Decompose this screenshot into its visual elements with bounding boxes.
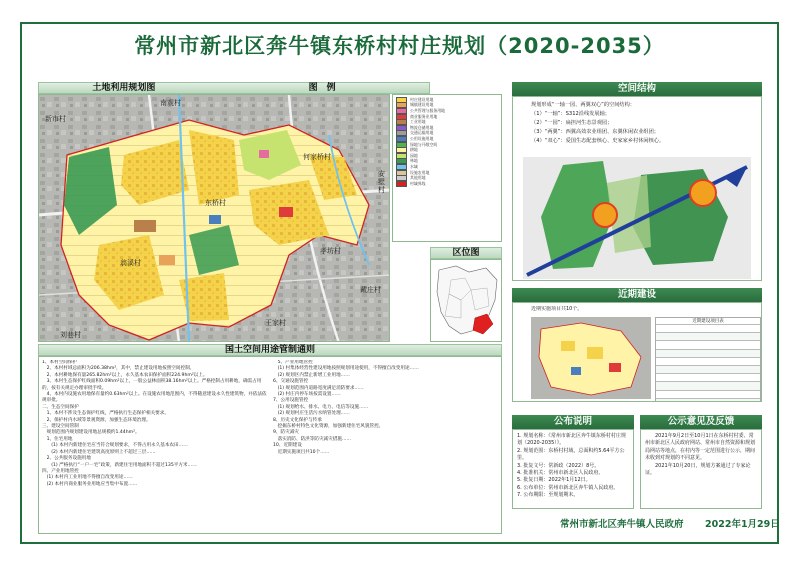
label-wangqiao: 王家村 bbox=[265, 319, 286, 327]
structure-item-1: （1）“一轴”：S312沿线发展轴； bbox=[531, 111, 610, 117]
opinion-header bbox=[640, 415, 762, 429]
control-rules-text-left: 1、本村空间保护 2、本村村域总面积为206.38hm²，其中，禁止建设用地按照空间控制。 2、本村耕地保有量265.82hm²以上，永久基本农田保护面积224.9hm²以上。 3、本村生态保护红线面积0.09hm²以上，一般公益林面积38.16hm²以上。严格控制占用耕地，确需占用的，按有关规定办理审批手续。 4、本村内设施农用地保有量约0.63hm²以上。在设施农用地范围内，不得随意建设永久性建筑物，并依法依规审批。 二、生态空间保护 1、本村不涉及生态保护红线，严格执行生态保护相关要求。 2、保护村内水域等景观资源，加强生态环境治理。 三、建设空间管制 规划范围内规划建设用地总规模约1.44hm²。 1、住宅用地 (1) 本村内新建住宅应当符合规划要求，不得占用永久基本农田…… (2) 本村内新建住宅建筑高度原则上不超过三层…… 2、公共服务设施用地 (1) 严格执行“一户一宅”政策，新建住宅用地面积不超过135平方米…… 四、产业用地管控 (1) 本村内工业用地不得擅自改变用途…… (2) 本村内商业服务业用地应当集中布置…… bbox=[42, 360, 267, 487]
recent-construction-header bbox=[512, 288, 762, 302]
label-xinshi: 新市村 bbox=[45, 115, 66, 123]
location-map-graphic bbox=[431, 260, 502, 342]
table-row bbox=[656, 340, 760, 348]
land-use-map bbox=[38, 94, 390, 342]
legend-label: 园地 bbox=[410, 152, 418, 158]
land-use-map-graphic bbox=[39, 95, 390, 342]
opinion-p2: 2021年10月20日，规划方案通过了专家论证。 bbox=[645, 462, 751, 477]
legend-item bbox=[396, 181, 498, 187]
table-row bbox=[656, 365, 760, 373]
announcement-line: 3. 批复文号：常新政（2022）8号。 bbox=[517, 462, 600, 469]
announcement-text bbox=[517, 433, 629, 500]
legend-label: 设施农用地 bbox=[410, 169, 430, 175]
table-row bbox=[656, 390, 760, 398]
legend-label: 其他用地 bbox=[410, 175, 426, 181]
spatial-structure-header bbox=[512, 82, 762, 96]
footer-date: 2022年1月29日 bbox=[705, 519, 780, 530]
legend-panel bbox=[392, 94, 502, 242]
land-use-map-header bbox=[38, 82, 430, 94]
opinion-title: 公示意见及反馈 bbox=[667, 416, 735, 427]
legend-label: 林地 bbox=[410, 158, 418, 164]
legend-label: 公共管理与服务用地 bbox=[410, 107, 446, 113]
table-row bbox=[656, 398, 760, 402]
legend-label: 工业用地 bbox=[410, 119, 426, 125]
recent-table-title: 近期建设项目表 bbox=[692, 319, 724, 324]
spatial-structure-title: 空间结构 bbox=[617, 83, 656, 94]
legend-title: 图 例 bbox=[308, 83, 336, 93]
opinion-panel bbox=[640, 429, 762, 509]
legend-label: 交通运输用地 bbox=[410, 130, 434, 136]
recent-rows bbox=[656, 324, 760, 402]
announcement-line: 1. 规划名称：《常州市新北区奔牛镇东桥村村庄规划（2020-2035）》。 bbox=[517, 433, 626, 447]
label-anxi: 安墅村 bbox=[378, 170, 385, 194]
structure-item-4: （4）“双心”：爱国生态配套核心、史家家乡村休闲核心。 bbox=[531, 138, 665, 144]
opinion-p1: 2021年9月2日至10月1日在东桥村村委、常州市新北区人民政府网站、常州市自然资源和规划局网站等地点，在村内等一定范围进行公示，期间未收到对规划的不同意见。 bbox=[645, 433, 756, 462]
table-row bbox=[656, 332, 760, 340]
legend-list bbox=[396, 97, 498, 187]
recent-project-table bbox=[655, 317, 761, 401]
announcement-line: 4. 批准机关：常州市新北区人民政府。 bbox=[517, 470, 604, 477]
structure-text bbox=[531, 101, 756, 146]
announcement-line: 6. 公布单位：常州市新北区奔牛镇人民政府。 bbox=[517, 484, 619, 491]
recent-construction-title: 近期建设 bbox=[617, 289, 656, 300]
announcement-header bbox=[512, 415, 634, 429]
legend-label: 绿地与开敞空间 bbox=[410, 141, 438, 147]
legend-label: 公用设施用地 bbox=[410, 135, 434, 141]
table-row bbox=[656, 357, 760, 365]
spatial-structure-panel bbox=[512, 96, 762, 281]
control-rules-title: 国土空间用途管制通则 bbox=[224, 345, 315, 355]
legend-label: 物流仓储用地 bbox=[410, 124, 434, 130]
label-hejia: 何家桥村 bbox=[303, 153, 331, 161]
table-row bbox=[656, 381, 760, 389]
table-row bbox=[656, 349, 760, 357]
location-map bbox=[430, 259, 502, 342]
location-map-title: 区位图 bbox=[452, 248, 480, 258]
location-map-header bbox=[430, 247, 502, 259]
footer-org: 常州市新北区奔牛镇人民政府 bbox=[560, 519, 684, 530]
legend-label: 村域界线 bbox=[410, 180, 426, 186]
label-nanxi: 南观村 bbox=[160, 99, 181, 107]
control-rules-text-right: 5、产业用地管控 (1) 村集体经营性建设用地按照规划用途使用，不得擅自改变用途…… (2) 规划区内禁止新增工业用地…… 6、交通设施管控 (1) 规划范围内道路宽度满足消防要求…… (2) 村庄内停车场按需设置…… 7、公用设施管控 (1) 规划给水、排水、电力、电信等设施…… (2) 规划村庄生活污水纳管处理…… 8、历史文化保护与传承 挖掘东桥村特色文化资源，加强新建住宅风貌管控。 9、防灾减灾 落实消防、防洪等防灾减灾措施…… 10、近期建设 近期实施项目共10个…… bbox=[273, 360, 419, 455]
recent-map bbox=[531, 317, 651, 399]
label-jiangcun: 戴庄村 bbox=[360, 286, 381, 294]
legend-label: 商业服务业用地 bbox=[410, 113, 438, 119]
structure-intro: 规划形成“一轴一园、两翼双心”的空间结构： bbox=[531, 102, 635, 108]
table-row bbox=[656, 324, 760, 332]
legend-label: 水域 bbox=[410, 163, 418, 169]
legend-label: 耕地 bbox=[410, 147, 418, 153]
table-row bbox=[656, 373, 760, 381]
announcement-line: 2. 规划范围：东桥村村域，总面积约5.64平方公里。 bbox=[517, 447, 625, 462]
announcement-line: 5. 批复日期：2022年1月12日。 bbox=[517, 477, 591, 484]
legend-swatch bbox=[396, 181, 407, 187]
control-rules-panel bbox=[38, 356, 502, 534]
structure-diagram bbox=[523, 157, 751, 279]
announcement-panel bbox=[512, 429, 634, 509]
announcement-title: 公布说明 bbox=[553, 416, 592, 427]
structure-item-2: （2）“一园”：扁担河生态景观园； bbox=[531, 120, 613, 126]
label-xiaofang: 孝坊村 bbox=[320, 247, 341, 255]
legend-label: 城镇建设用地 bbox=[410, 102, 434, 108]
label-dongqiao: 东桥村 bbox=[205, 199, 226, 207]
structure-item-3: （3）“两翼”：西翼高效农业组团、东翼休闲农业组团； bbox=[531, 129, 659, 135]
recent-note: 近期实施项目共10个。 bbox=[531, 306, 583, 312]
label-wenglong: 翁溪村 bbox=[120, 259, 141, 267]
land-use-map-title: 土地利用规划图 bbox=[92, 83, 156, 93]
page-title: 常州市新北区奔牛镇东桥村村庄规划（2020-2035） bbox=[134, 34, 665, 58]
announcement-line: 7. 公布期限：至规划期末。 bbox=[517, 492, 579, 499]
control-rules-header bbox=[38, 344, 502, 356]
legend-label: 村庄建设用地 bbox=[410, 96, 434, 102]
recent-construction-panel bbox=[512, 302, 762, 402]
label-liumiao: 刘巷村 bbox=[60, 331, 81, 339]
